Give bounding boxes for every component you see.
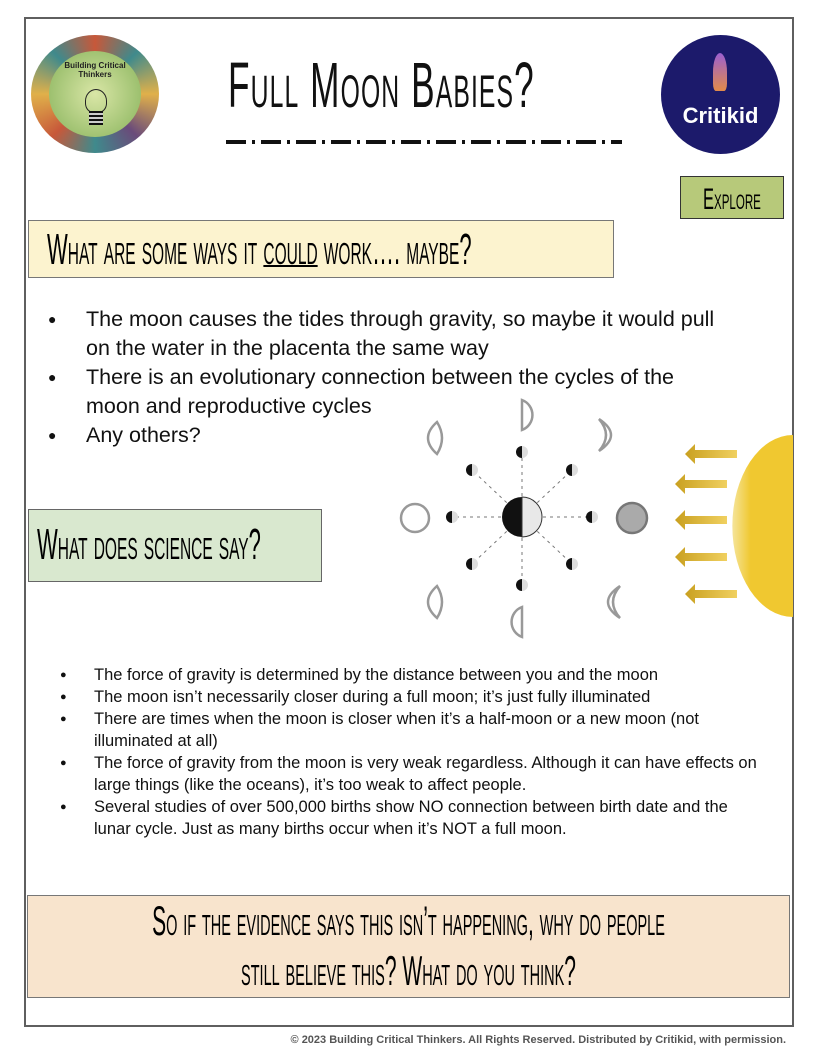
- science-facts-list: [60, 664, 760, 840]
- lightbulb-icon: [85, 89, 107, 113]
- explore-badge: Explore: [680, 176, 784, 219]
- list-item: ● Any others?: [48, 421, 728, 450]
- page-title: Full Moon Babies?: [228, 49, 535, 121]
- list-item: ● The force of gravity is determined by the distance between you and the moon: [60, 664, 760, 686]
- list-item: ● There is an evolutionary connection between the cycles of the moon and reproductive cycles: [48, 363, 728, 421]
- section-heading-could-work: What are some ways it could work…. maybe?: [28, 220, 614, 278]
- list-item: ● There are times when the moon is closer when it’s a half-moon or a new moon (not illuminated at all): [60, 708, 760, 752]
- section-heading-science: What does science say?: [28, 509, 322, 582]
- copyright-footer: © 2023 Building Critical Thinkers. All Rights Reserved. Distributed by Critikid, with permission.: [290, 1034, 786, 1046]
- moon-phases-diagram: [395, 392, 795, 652]
- critikid-logo: Critikid: [661, 35, 780, 154]
- closing-question-line: So if the evidence says this isn’t happening, why do people: [152, 897, 665, 944]
- building-critical-thinkers-logo: Building Critical Thinkers: [31, 35, 159, 153]
- rocket-icon: [713, 53, 727, 91]
- title-divider: [226, 140, 622, 144]
- list-item: ● The moon isn’t necessarily closer during a full moon; it’s just fully illuminated: [60, 686, 760, 708]
- closing-question-box: [27, 895, 790, 998]
- list-item: ● Several studies of over 500,000 births show NO connection between birth date and the lunar cycle. Just as many births occur when it’s NOT a full moon.: [60, 796, 760, 840]
- sun-icon: [732, 435, 793, 617]
- closing-question-line: still believe this? What do you think?: [241, 947, 576, 994]
- earth-icon: [502, 497, 542, 537]
- list-item: ● The force of gravity from the moon is very weak regardless. Although it can have effects on large things (like the oceans), it’s too weak to affect people.: [60, 752, 760, 796]
- list-item: ● The moon causes the tides through gravity, so maybe it would pull on the water in the placenta the same way: [48, 305, 728, 363]
- sunlight-arrows-icon: [675, 444, 737, 604]
